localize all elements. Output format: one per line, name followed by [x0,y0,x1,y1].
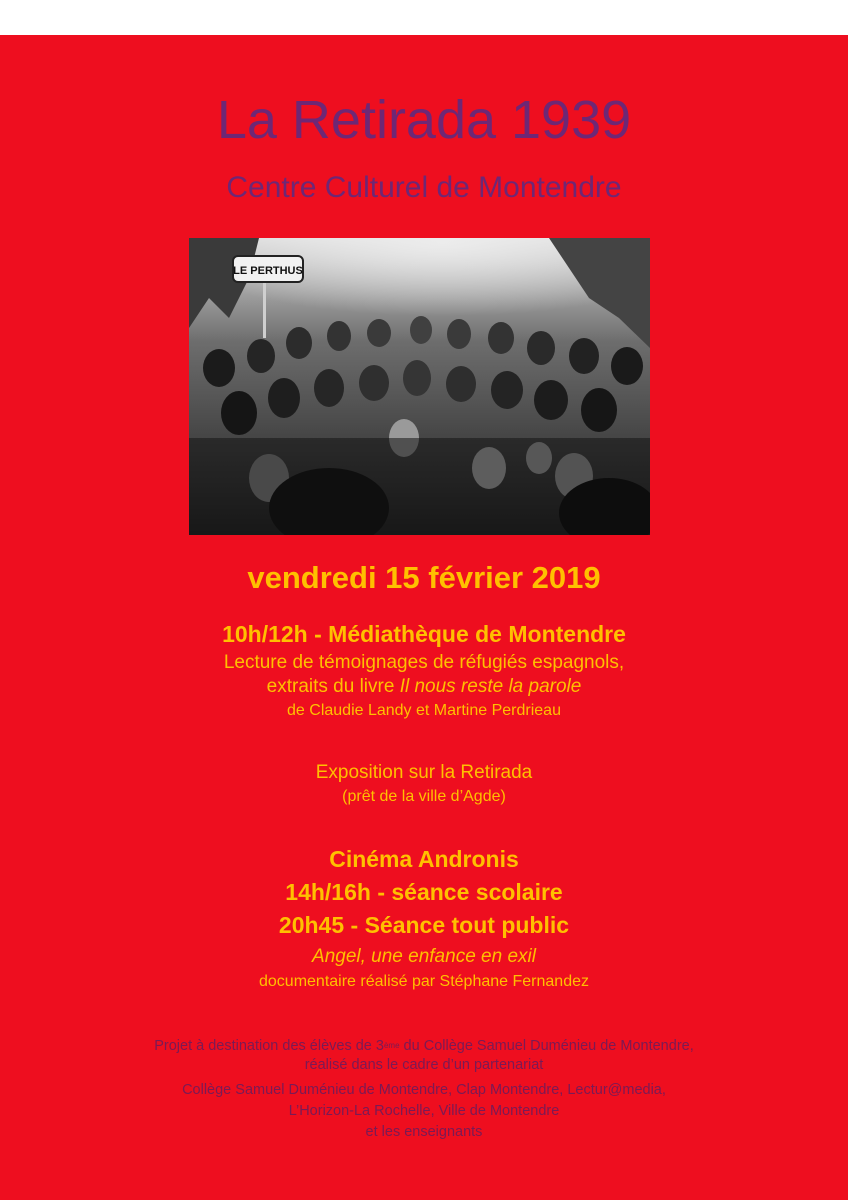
footer-line5: et les enseignants [365,1124,483,1140]
book-authors: de Claudie Landy et Martine Perdrieau [287,702,561,719]
film-credit: documentaire réalisé par Stéphane Fernandez [259,973,589,990]
morning-description-line2: extraits du livre Il nous reste la parole [266,676,582,697]
footer-line2: réalisé dans le cadre d’un partenariat [304,1057,544,1073]
crowd-photo-illustration [189,238,650,535]
film-title: Angel, une enfance en exil [312,946,536,967]
cinema-session-public: 20h45 - Séance tout public [278,912,570,938]
sign-text: LE PERTHUS [233,265,303,277]
historical-photo [189,238,650,535]
footer-line3: Collège Samuel Duménieu de Montendre, Clap Montendre, Lectur@media, [182,1082,666,1098]
poster-background [0,35,848,1200]
exhibition-note: (prêt de la ville d’Agde) [342,788,506,805]
event-date: vendredi 15 février 2019 [247,560,601,595]
footer-line1: Projet à destination des élèves de 3ème du Collège Samuel Duménieu de Montendre, [154,1038,694,1054]
morning-description-line1: Lecture de témoignages de réfugiés espagnols, [223,652,625,673]
exhibition-title: Exposition sur la Retirada [315,762,533,783]
book-title: Il nous reste la parole [399,676,582,697]
cinema-name: Cinéma Andronis [329,846,519,872]
poster-subtitle: Centre Culturel de Montendre [226,171,622,204]
poster-title: La Retirada 1939 [216,90,632,150]
footer-line4: L’Horizon-La Rochelle, Ville de Montendre [288,1103,560,1119]
cinema-session-school: 14h/16h - séance scolaire [285,879,563,905]
morning-heading: 10h/12h - Médiathèque de Montendre [222,621,626,647]
